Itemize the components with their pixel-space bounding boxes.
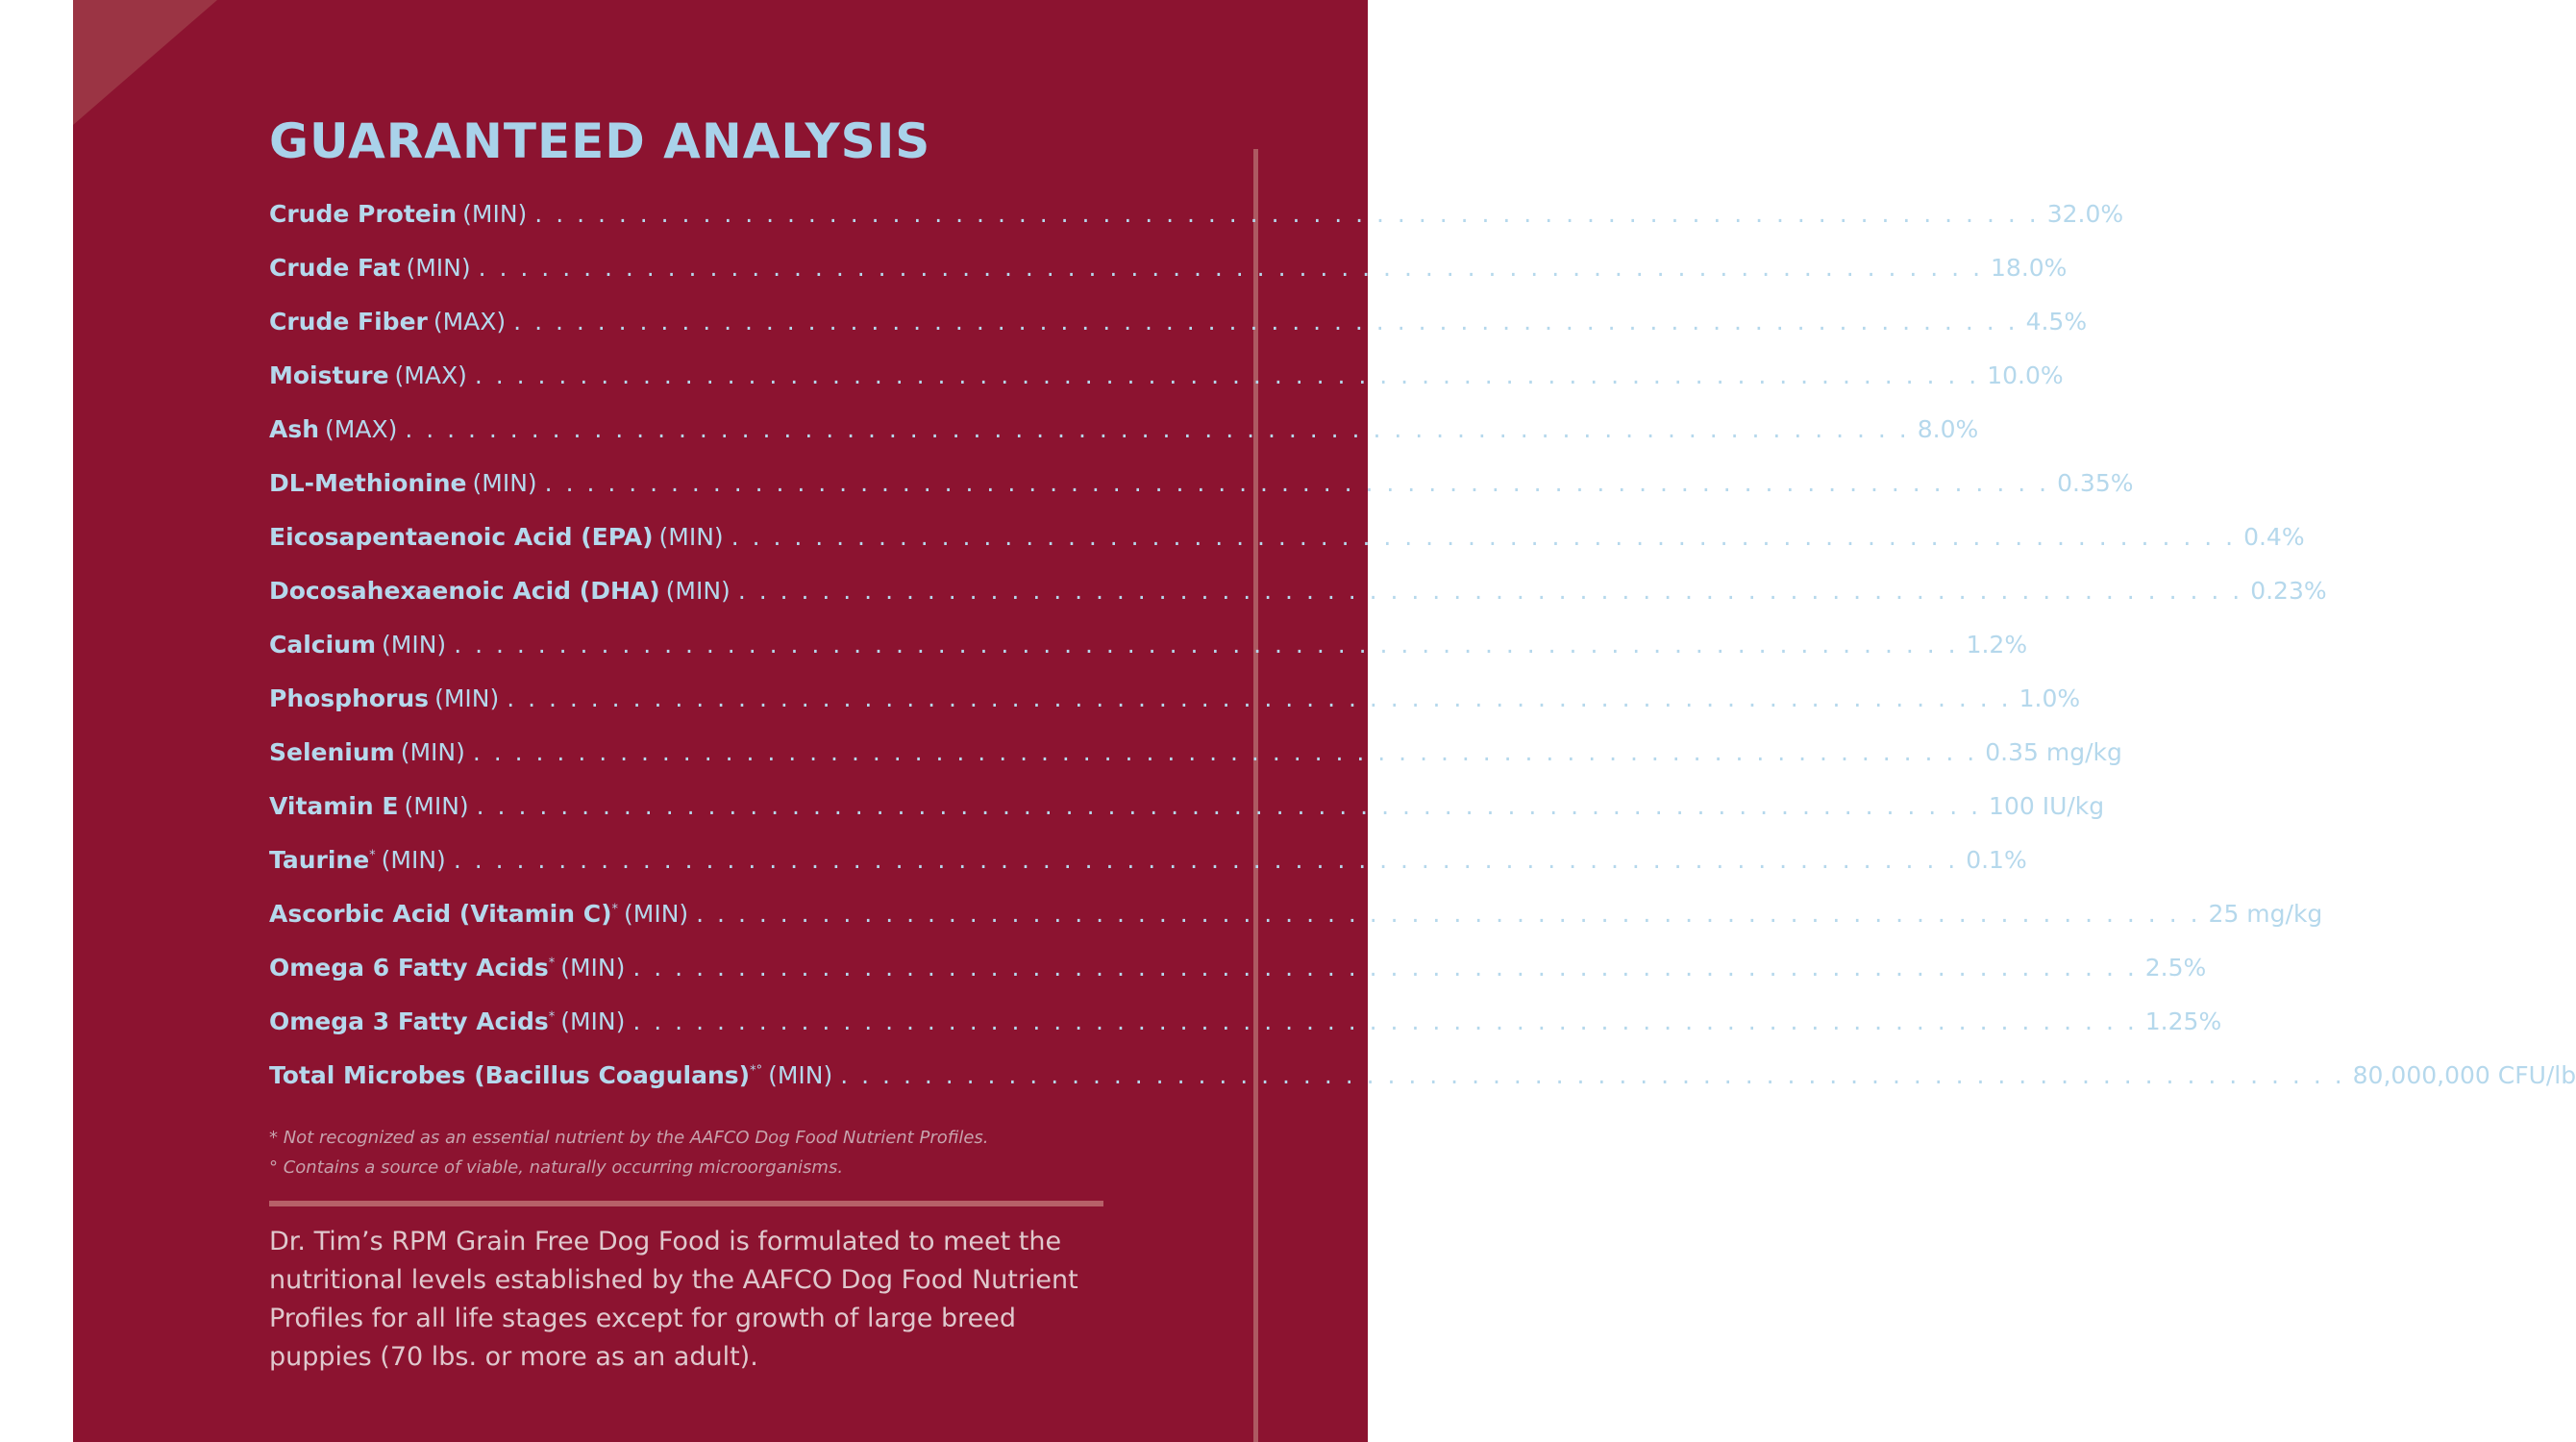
dot-leader: . . . . . . . . . . . . . . . . . . . . . . . . . . . . . . . . . . . . . . . . . . . . . . . . . . . . . . . . . . . . . . . . . . . . . . . . (454, 631, 1959, 659)
nutrient-value: 8.0% (1917, 415, 1979, 443)
analysis-row (269, 1061, 2576, 1115)
nutrient-qualifier: (MIN) (434, 684, 500, 712)
horizontal-divider (269, 1201, 1103, 1206)
analysis-row (269, 577, 2327, 631)
nutrient-name: Crude Fat (269, 254, 401, 282)
nutrient-name: Crude Fiber (269, 308, 428, 336)
analysis-row (269, 308, 2088, 361)
dot-leader: . . . . . . . . . . . . . . . . . . . . . . . . . . . . . . . . . . . . . . . . . . . . . . . . . . . . . . . . . . . . . . . . . . . . . . . . (474, 361, 1980, 389)
nutrient-value: 1.0% (2019, 684, 2081, 712)
nutrient-qualifier: (MAX) (325, 415, 398, 443)
dot-leader: . . . . . . . . . . . . . . . . . . . . . . . . . . . . . . . . . . . . . . . . . . . . . . . . . . . . . . . . . . . . . . . . . . . . . . . . (696, 900, 2201, 928)
dot-leader: . . . . . . . . . . . . . . . . . . . . . . . . . . . . . . . . . . . . . . . . . . . . . . . . . . . . . . . . . . . . . . . . . . . . . . . . (544, 469, 2050, 497)
dot-leader: . . . . . . . . . . . . . . . . . . . . . . . . . . . . . . . . . . . . . . . . . . . . . . . . . . . . . . . . . . . . . . . . . . . . . . . . (507, 684, 2012, 712)
nutrient-name: Vitamin E (269, 792, 399, 820)
nutrient-name: Ascorbic Acid (Vitamin C)* (269, 900, 618, 928)
analysis-row (269, 469, 2134, 523)
analysis-row (269, 631, 2028, 684)
nutrient-name: Taurine* (269, 846, 376, 874)
nutrient-qualifier: (MIN) (404, 792, 469, 820)
analysis-table (269, 200, 2576, 1115)
nutrient-name: Eicosapentaenoic Acid (EPA) (269, 523, 654, 551)
nutrient-qualifier: (MIN) (381, 846, 446, 874)
nutrient-value: 0.35% (2057, 469, 2134, 497)
analysis-row (269, 254, 2068, 308)
footnote-asterisk: * Not recognized as an essential nutrient by the AAFCO Dog Food Nutrient Profiles. (269, 1128, 989, 1148)
label-panel (73, 0, 2576, 1442)
nutrient-name: Omega 3 Fatty Acids* (269, 1007, 556, 1035)
nutrient-qualifier: (MIN) (400, 738, 465, 766)
nutrient-value: 80,000,000 CFU/lb (2352, 1061, 2576, 1089)
nutrient-value: 18.0% (1991, 254, 2068, 282)
analysis-row (269, 523, 2305, 577)
nutrient-qualifier: (MIN) (382, 631, 447, 659)
nutrient-value: 0.35 mg/kg (1985, 738, 2122, 766)
dot-leader: . . . . . . . . . . . . . . . . . . . . . . . . . . . . . . . . . . . . . . . . . . . . . . . . . . . . . . . . . . . . . . . . . . . . . . . . (478, 254, 1984, 282)
dot-leader: . . . . . . . . . . . . . . . . . . . . . . . . . . . . . . . . . . . . . . . . . . . . . . . . . . . . . . . . . . . . . . . . . . . . . . . . (534, 200, 2040, 228)
nutrient-qualifier: (MIN) (624, 900, 689, 928)
aafco-statement: Dr. Tim’s RPM Grain Free Dog Food is formulated to meet the nutritional levels established by the AAFCO Dog Food Nutrient Profiles for all life stages except for growth of large breed puppies (70 lbs. or more as an adult). (269, 1227, 1078, 1372)
nutrient-value: 100 IU/kg (1989, 792, 2105, 820)
analysis-row (269, 361, 2064, 415)
nutrient-qualifier: (MIN) (462, 200, 528, 228)
analysis-row (269, 1007, 2222, 1061)
nutrient-qualifier: (MAX) (433, 308, 507, 336)
nutrient-name: Moisture (269, 361, 389, 389)
dot-leader: . . . . . . . . . . . . . . . . . . . . . . . . . . . . . . . . . . . . . . . . . . . . . . . . . . . . . . . . . . . . . . . . . . . . . . . . (476, 792, 1982, 820)
analysis-row (269, 415, 1979, 469)
nutrient-value: 0.4% (2243, 523, 2305, 551)
nutrient-qualifier: (MAX) (394, 361, 467, 389)
analysis-row (269, 846, 2027, 900)
nutrient-value: 1.2% (1966, 631, 2028, 659)
nutrient-name: DL-Methionine (269, 469, 467, 497)
nutrient-qualifier: (MIN) (658, 523, 724, 551)
nutrient-qualifier: (MIN) (560, 1007, 626, 1035)
nutrient-value: 32.0% (2046, 200, 2124, 228)
analysis-row (269, 900, 2323, 954)
nutrient-value: 1.25% (2144, 1007, 2222, 1035)
analysis-row (269, 792, 2105, 846)
analysis-row (269, 954, 2207, 1007)
nutrient-name: Calcium (269, 631, 377, 659)
dot-leader: . . . . . . . . . . . . . . . . . . . . . . . . . . . . . . . . . . . . . . . . . . . . . . . . . . . . . . . . . . . . . . . . . . . . . . . . (737, 577, 2243, 605)
nutrient-qualifier: (MIN) (472, 469, 537, 497)
footnotes (269, 1123, 1134, 1182)
analysis-row (269, 684, 2081, 738)
dot-leader: . . . . . . . . . . . . . . . . . . . . . . . . . . . . . . . . . . . . . . . . . . . . . . . . . . . . . . . . . . . . . . . . . . . . . . . . (632, 1007, 2138, 1035)
nutrient-qualifier: (MIN) (665, 577, 731, 605)
nutrient-name: Omega 6 Fatty Acids* (269, 954, 556, 982)
dot-leader: . . . . . . . . . . . . . . . . . . . . . . . . . . . . . . . . . . . . . . . . . . . . . . . . . . . . . . . . . . . . . . . . . . . . . . . . (632, 954, 2138, 982)
page-title: GUARANTEED ANALYSIS (269, 113, 931, 169)
nutrient-value: 0.1% (1966, 846, 2027, 874)
nutrient-name: Phosphorus (269, 684, 430, 712)
dot-leader: . . . . . . . . . . . . . . . . . . . . . . . . . . . . . . . . . . . . . . . . . . . . . . . . . . . . . . . . . . . . . . . . . . . . . . . . (472, 738, 1978, 766)
nutrient-qualifier: (MIN) (768, 1061, 833, 1089)
nutrient-qualifier: (MIN) (406, 254, 471, 282)
nutrient-name: Total Microbes (Bacillus Coagulans)*° (269, 1061, 763, 1089)
analysis-row (269, 200, 2124, 254)
nutrient-value: 2.5% (2144, 954, 2207, 982)
dot-leader: . . . . . . . . . . . . . . . . . . . . . . . . . . . . . . . . . . . . . . . . . . . . . . . . . . . . . . . . . . . . . . . . . . . . . . . . (513, 308, 2019, 336)
corner-accent (73, 0, 217, 125)
nutrient-value: 0.23% (2250, 577, 2327, 605)
footnote-degree: ° Contains a source of viable, naturally occurring microorganisms. (269, 1157, 844, 1178)
dot-leader: . . . . . . . . . . . . . . . . . . . . . . . . . . . . . . . . . . . . . . . . . . . . . . . . . . . . . . . . . . . . . . . . . . . . . . . . (453, 846, 1959, 874)
nutrient-qualifier: (MIN) (560, 954, 626, 982)
nutrient-name: Selenium (269, 738, 395, 766)
nutrient-name: Ash (269, 415, 320, 443)
analysis-row (269, 738, 2122, 792)
nutrient-name: Docosahexaenoic Acid (DHA) (269, 577, 660, 605)
nutrient-name: Crude Protein (269, 200, 458, 228)
dot-leader: . . . . . . . . . . . . . . . . . . . . . . . . . . . . . . . . . . . . . . . . . . . . . . . . . . . . . . . . . . . . . . . . . . . . . . . . (731, 523, 2237, 551)
nutrient-value: 25 mg/kg (2208, 900, 2323, 928)
dot-leader: . . . . . . . . . . . . . . . . . . . . . . . . . . . . . . . . . . . . . . . . . . . . . . . . . . . . . . . . . . . . . . . . . . . . . . . . (405, 415, 1910, 443)
nutrient-value: 10.0% (1987, 361, 2064, 389)
nutrient-value: 4.5% (2025, 308, 2088, 336)
dot-leader: . . . . . . . . . . . . . . . . . . . . . . . . . . . . . . . . . . . . . . . . . . . . . . . . . . . . . . . . . . . . . . . . . . . . . . . . (840, 1061, 2345, 1089)
